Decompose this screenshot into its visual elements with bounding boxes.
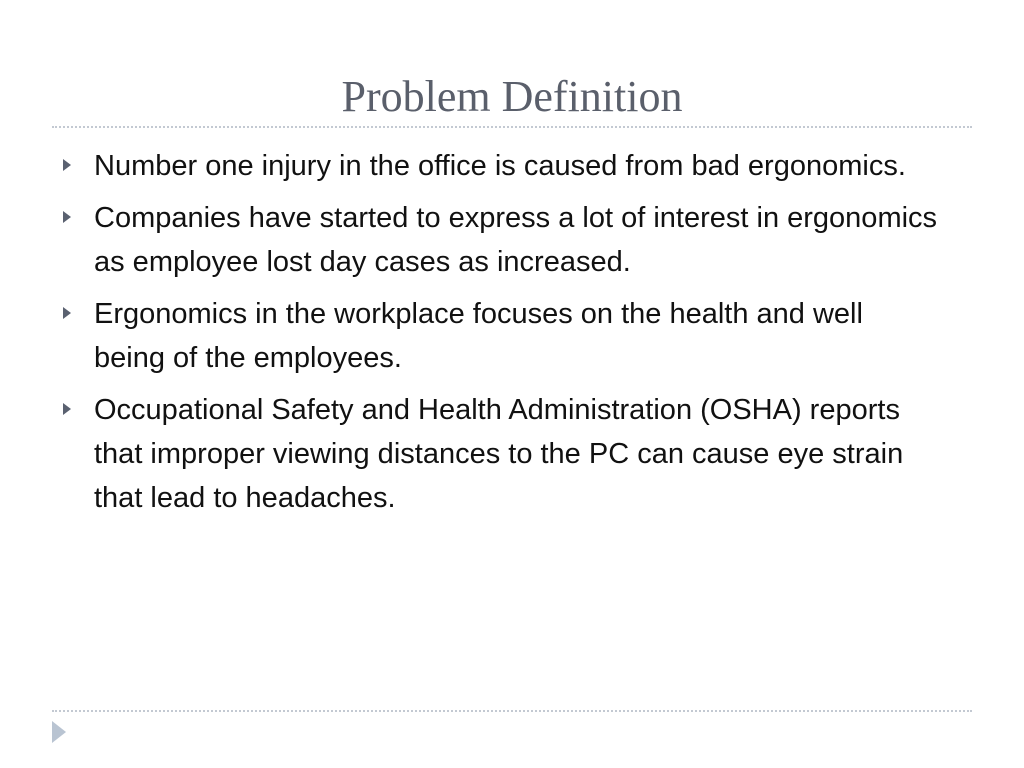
bullet-item <box>58 196 938 284</box>
bullet-text: Number one injury in the office is caused from bad ergonomics. <box>94 150 906 182</box>
triangle-right-icon <box>63 307 71 319</box>
bullet-text: Companies have started to express a lot of interest in ergonomics as employee lost day cases as increased. <box>94 202 938 278</box>
bullet-text: Ergonomics in the workplace focuses on the health and well being of the employees. <box>94 298 863 374</box>
triangle-right-icon <box>63 159 71 171</box>
triangle-right-icon <box>63 403 71 415</box>
bullet-list <box>58 144 938 528</box>
slide-title: Problem Definition <box>341 72 683 121</box>
title-divider <box>52 126 972 128</box>
bullet-text: Occupational Safety and Health Administration (OSHA) reports that improper viewing distances to the PC can cause eye strain that lead to headaches. <box>94 394 904 514</box>
bullet-item <box>58 292 938 380</box>
footer-divider <box>52 710 972 712</box>
bullet-item <box>58 388 938 520</box>
bullet-item <box>58 144 938 188</box>
triangle-right-icon <box>63 211 71 223</box>
play-arrow-icon[interactable] <box>52 721 66 743</box>
